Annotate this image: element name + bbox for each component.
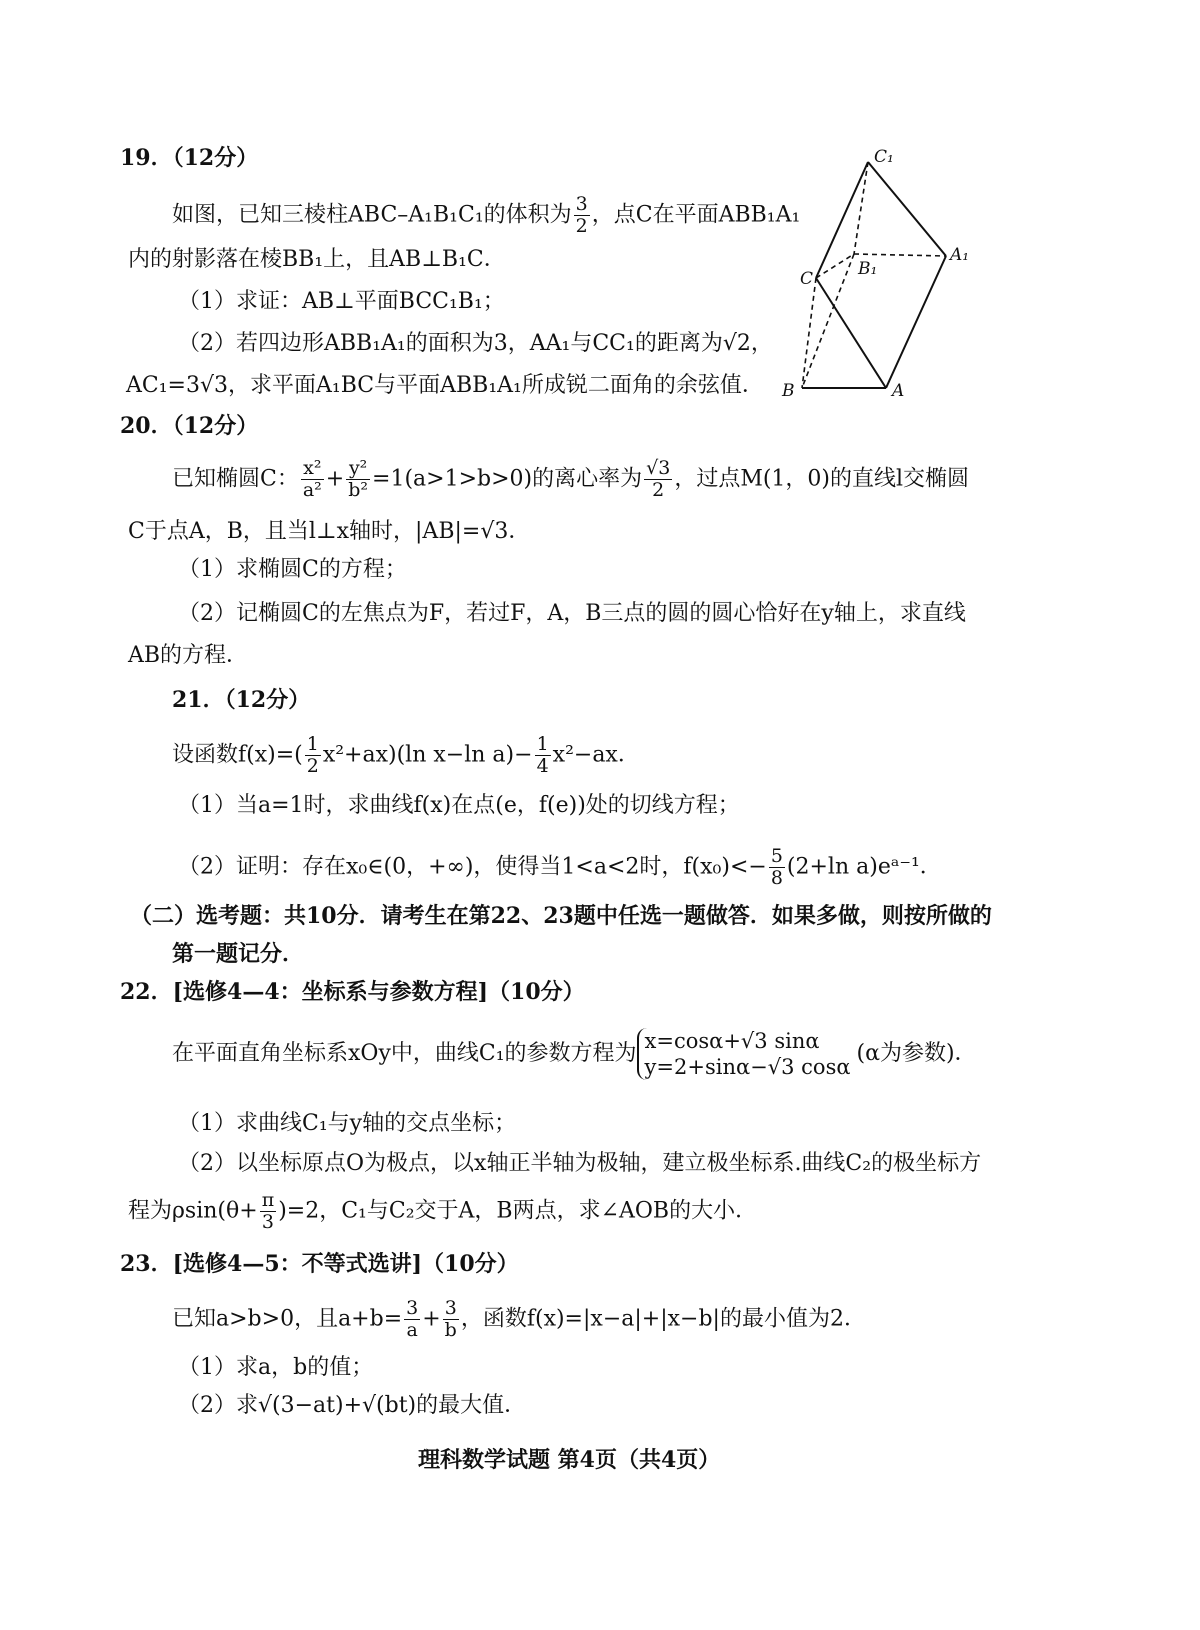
q19-line1: 如图，已知三棱柱ABC–A₁B₁C₁的体积为 $\frac{3}{2}$ ，点C在平面ABB₁A₁ [172, 193, 801, 237]
q22-part1: （1）求曲线C₁与y轴的交点坐标； [178, 1111, 517, 1136]
q22-line1: 在平面直角坐标系xOy中，曲线C₁的参数方程为 x=cosα+√3 sinα y=2+sinα−√3 cosα (α为参数)． [172, 1029, 977, 1079]
q19-part2: （2）若四边形ABB₁A₁的面积为3，AA₁与CC₁的距离为√2， [178, 331, 773, 356]
q22-parametric-system: x=cosα+√3 sinα y=2+sinα−√3 cosα [637, 1028, 857, 1080]
q19-volume-fraction: $\frac{3}{2}$ [575, 193, 588, 237]
q19-header: 19．（12分） [120, 145, 259, 171]
q23-part1: （1）求a，b的值； [178, 1355, 374, 1380]
q20-line2: C于点A，B，且当l⊥x轴时，|AB|=√3． [128, 519, 531, 544]
q22-part2-cont: 程为ρsin(θ+ $\frac{\pi}{3}$ )=2，C₁与C₂交于A，B两点，求∠AOB的大小． [128, 1189, 758, 1233]
q23-part2: （2）求√(3−at)+√(bt)的最大值． [178, 1393, 527, 1418]
label-c1: C₁ [874, 147, 894, 167]
label-b: B [782, 381, 795, 401]
section2-line2: 第一题记分． [172, 941, 305, 967]
section2-line1: （二）选考题：共10分．请考生在第22、23题中任选一题做答．如果多做，则按所做的 [130, 903, 992, 929]
q19-part2-cont: AC₁=3√3，求平面A₁BC与平面ABB₁A₁所成锐二面角的余弦值． [126, 373, 764, 398]
q20-part1: （1）求椭圆C的方程； [178, 557, 407, 582]
label-c: C [800, 269, 814, 289]
prism-figure [782, 147, 988, 401]
edge-c-b [802, 278, 816, 388]
q23-line1: 已知a>b>0，且a+b= $\frac{3}{a}$ + $\frac{3}{b}$ ，函数f(x)=|x−a|+|x−b|的最小值为2． [172, 1297, 866, 1341]
q20-part2: （2）记椭圆C的左焦点为F，若过F，A，B三点的圆的圆心恰好在y轴上，求直线 [178, 601, 966, 626]
label-a: A [892, 381, 905, 401]
label-a1: A₁ [950, 245, 970, 265]
q21-line1: 设函数f(x)=( $\frac{1}{2}$ x²+ax)(ln x−ln a)− $\frac{1}{4}$ x²−ax． [172, 733, 640, 777]
q21-part2: （2）证明：存在x₀∈(0，+∞)，使得当1<a<2时，f(x₀)<− $\frac{5}{8}$ (2+ln a)eᵃ⁻¹． [178, 845, 942, 889]
q19-line2: 内的射影落在棱BB₁上，且AB⊥B₁C． [128, 247, 506, 272]
edge-c1-a1 [868, 162, 946, 256]
q22-header: 22．[选修4—4：坐标系与参数方程]（10分） [120, 979, 585, 1005]
q22-part2: （2）以坐标原点O为极点，以x轴正半轴为极轴，建立极坐标系.曲线C₂的极坐标方 [178, 1151, 982, 1176]
q20-line1: 已知椭圆C： $\frac{\text{x²}}{\text{a²}}$ + $\frac{\text{y²}}{\text{b²}}$ =1(a>1>b>0)的离心率为 $\frac{√3}{2}$ ，过点M(1，0)的直线l交椭圆 [172, 457, 970, 501]
q21-header: 21．（12分） [172, 687, 311, 713]
edge-c-a [816, 278, 886, 388]
edge-b1-a1 [854, 254, 946, 256]
q19-part1: （1）求证：AB⊥平面BCC₁B₁； [178, 289, 505, 314]
edge-a1-a [886, 256, 946, 388]
q21-part1: （1）当a=1时，求曲线f(x)在点(e，f(e))处的切线方程； [178, 793, 740, 818]
q23-header: 23．[选修4—5：不等式选讲]（10分） [120, 1251, 519, 1277]
label-b1: B₁ [858, 259, 878, 279]
page-footer: 理科数学试题 第4页（共4页） [418, 1447, 721, 1473]
q20-part2-cont: AB的方程． [128, 643, 249, 668]
q20-header: 20．（12分） [120, 413, 259, 439]
